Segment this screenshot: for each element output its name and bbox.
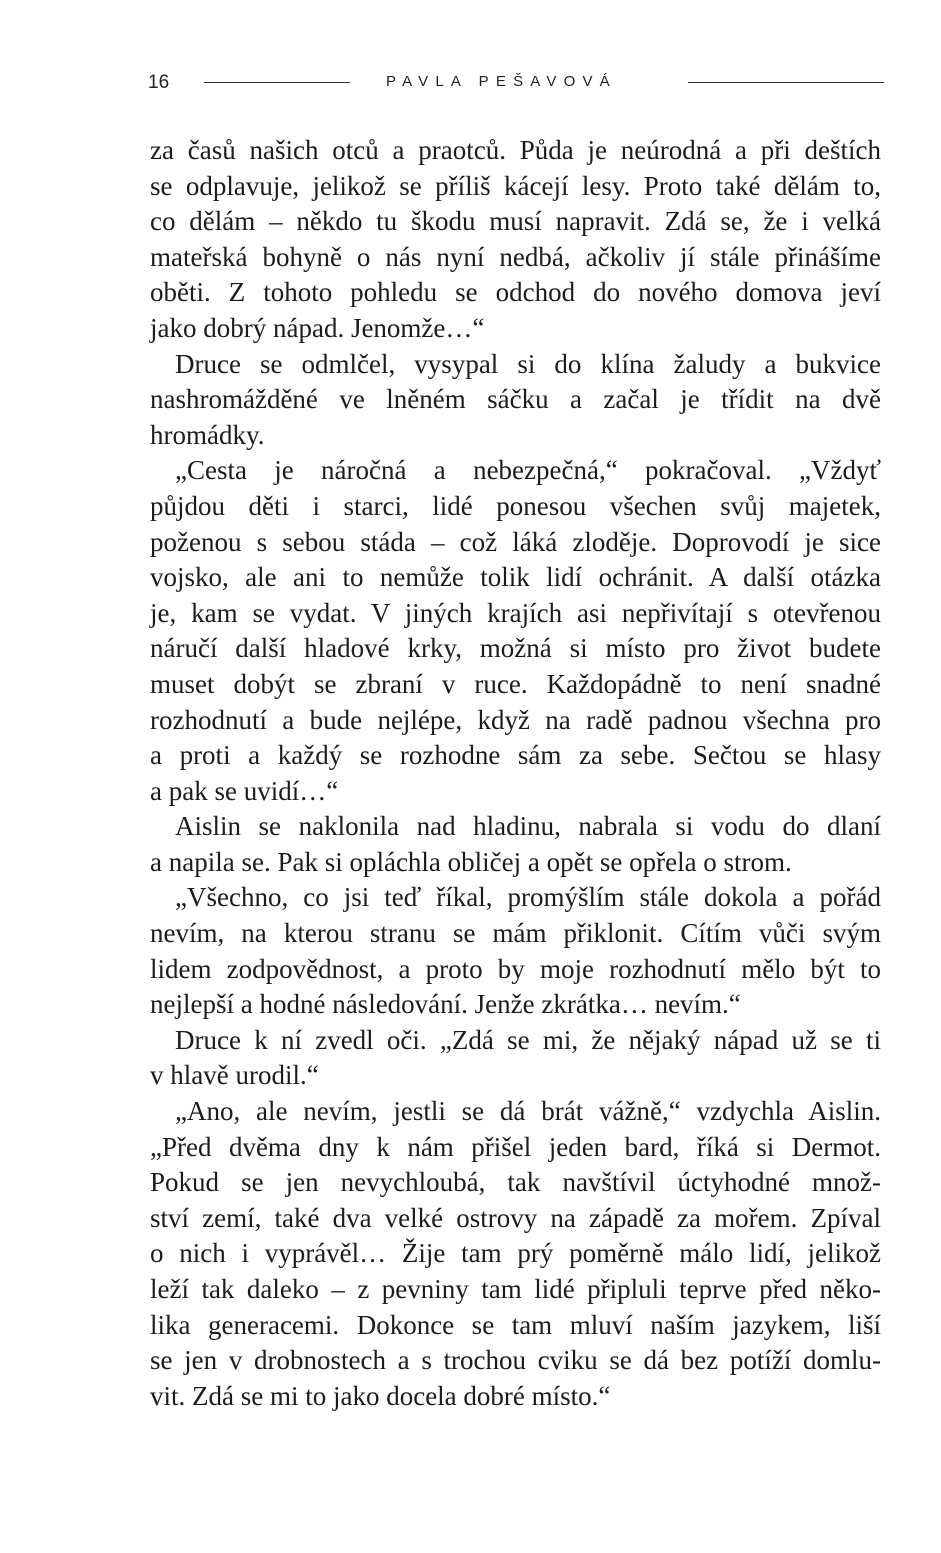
running-head-author: PAVLA PEŠAVOVÁ	[386, 73, 617, 90]
text-line: a pak se uvidí…“	[150, 775, 339, 806]
text-line: poženou s sebou stáda – což láká zloděje. Doprovodí je sice	[150, 526, 881, 557]
text-line: hromádky.	[150, 419, 265, 450]
text-line: jako dobrý nápad. Jenomže…“	[150, 312, 485, 343]
text-line: půjdou děti i starci, lidé ponesou všechen svůj majetek,	[150, 490, 881, 521]
header-rule-right	[688, 82, 884, 83]
text-line: Druce k ní zvedl oči. „Zdá se mi, že nějaký nápad už se ti	[175, 1024, 881, 1055]
page-header	[148, 68, 884, 96]
text-line: „Ano, ale nevím, jestli se dá brát vážně,“ vzdychla Aislin.	[175, 1096, 881, 1127]
text-line: je, kam se vydat. V jiných krajích asi nepřivítají s otevřenou	[150, 597, 881, 628]
text-line: oběti. Z tohoto pohledu se odchod do nového domova jeví	[150, 277, 881, 308]
text-line: ství zemí, také dva velké ostrovy na západě za mořem. Zpíval	[150, 1202, 881, 1233]
text-line: rozhodnutí a bude nejlépe, když na radě padnou všechna pro	[150, 704, 881, 735]
text-line: Pokud se jen nevychloubá, tak navštívil úctyhodné množ-	[150, 1167, 881, 1198]
text-line: leží tak daleko – z pevniny tam lidé připluli teprve před něko-	[150, 1274, 881, 1304]
text-line: a napila se. Pak si opláchla obličej a opět se opřela o strom.	[150, 846, 792, 877]
text-line: nevím, na kterou stranu se mám přiklonit. Cítím vůči svým	[150, 918, 881, 949]
text-line: lika generacemi. Dokonce se tam mluví naším jazykem, liší	[150, 1309, 881, 1340]
text-line: Aislin se naklonila nad hladinu, nabrala si vodu do dlaní	[175, 811, 881, 842]
text-line: nejlepší a hodné následování. Jenže zkrátka… nevím.“	[150, 989, 741, 1020]
text-line: „Před dvěma dny k nám přišel jeden bard, říká si Dermot.	[150, 1131, 881, 1162]
text-line: nashromážděné ve lněném sáčku a začal je třídit na dvě	[150, 384, 881, 415]
text-line: muset dobýt se zbraní v ruce. Každopádně to není snadné	[150, 668, 881, 699]
page-number: 16	[148, 72, 170, 93]
text-line: v hlavě urodil.“	[150, 1060, 319, 1091]
text-line: vojsko, ale ani to nemůže tolik lidí ochránit. A další otázka	[150, 562, 881, 593]
text-line: o nich i vyprávěl… Žije tam prý poměrně málo lidí, jelikož	[150, 1238, 881, 1269]
text-line: Druce se odmlčel, vysypal si do klína žaludy a bukvice	[175, 348, 881, 379]
text-line: vit. Zdá se mi to jako docela dobré místo.“	[150, 1380, 611, 1411]
text-line: a proti a každý se rozhodne sám za sebe. Sečtou se hlasy	[150, 740, 881, 771]
text-line: „Cesta je náročná a nebezpečná,“ pokračoval. „Vždyť	[175, 455, 881, 486]
text-line: lidem zodpovědnost, a proto by moje rozhodnutí mělo být to	[150, 953, 881, 984]
text-line: co dělám – někdo tu škodu musí napravit. Zdá se, že i velká	[150, 206, 881, 237]
text-line: mateřská bohyně o nás nyní nedbá, ačkoliv jí stále přinášíme	[150, 241, 881, 272]
body-text	[150, 133, 881, 1414]
text-line: za časů našich otců a praotců. Půda je neúrodná a při deštích	[150, 135, 881, 165]
text-line: se odplavuje, jelikož se příliš kácejí lesy. Proto také dělám to,	[150, 170, 881, 201]
text-line: se jen v drobnostech a s trochou cviku se dá bez potíží domlu-	[150, 1345, 881, 1376]
text-line: „Všechno, co jsi teď říkal, promýšlím stále dokola a pořád	[175, 882, 881, 913]
header-rule-left	[204, 82, 350, 83]
text-line: náručí další hladové krky, možná si místo pro život budete	[150, 633, 881, 664]
